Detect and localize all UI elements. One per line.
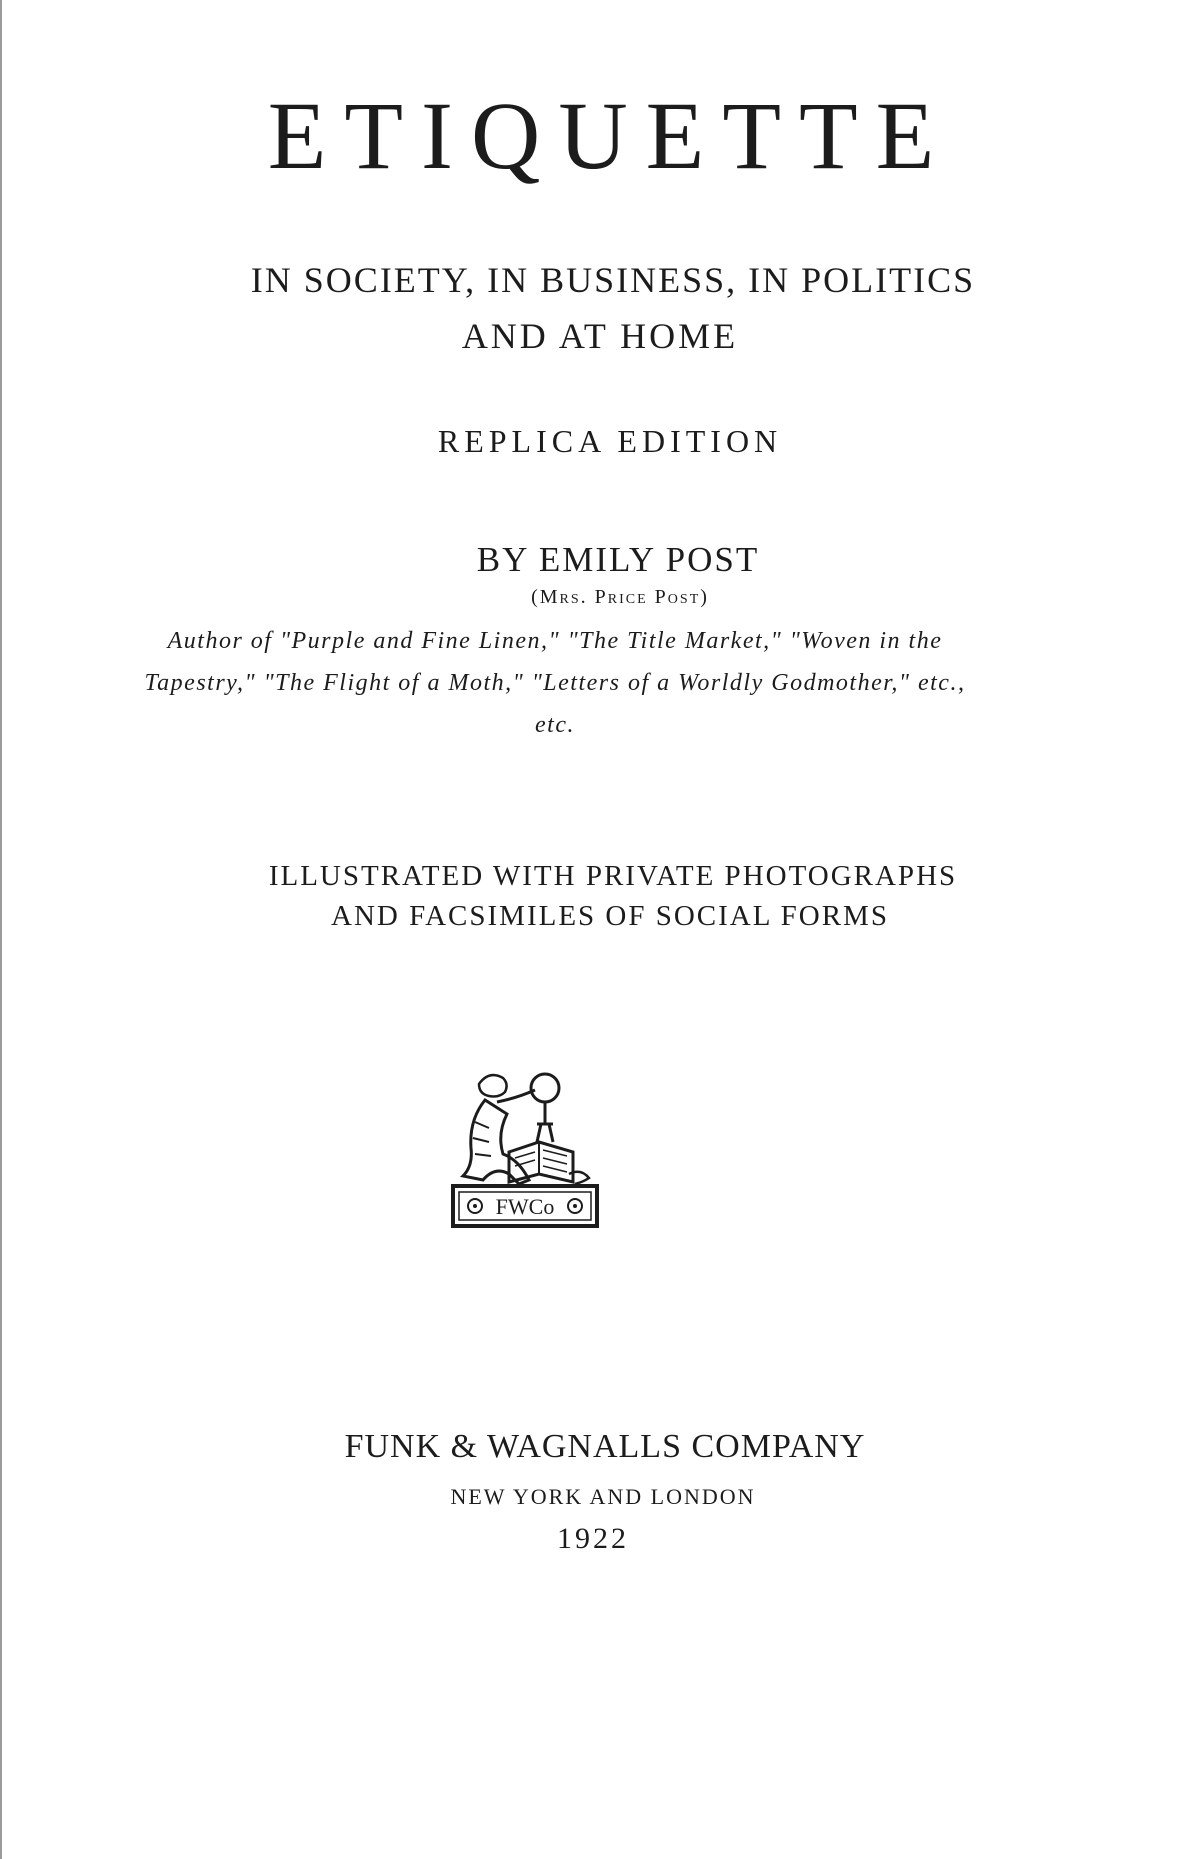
page-edge <box>0 0 2 1859</box>
publication-place: NEW YORK AND LONDON <box>450 1484 756 1509</box>
publisher-emblem-graphic <box>445 1062 605 1232</box>
publisher-name: FUNK & WAGNALLS COMPANY <box>344 1428 866 1465</box>
author-byline: BY EMILY POST <box>476 540 760 579</box>
author-alias: (Mrs. Price Post) <box>531 586 709 608</box>
publisher-monogram: FWCo <box>495 1194 555 1219</box>
illustrated-line-1: ILLUSTRATED WITH PRIVATE PHOTOGRAPHS <box>268 860 958 892</box>
other-works: Author of "Purple and Fine Linen," "The Title Market," "Woven in the Tapestry," "The Flight of a Moth," "Letters of a Worldly Godmother," etc., etc. <box>144 628 966 738</box>
edition-label: REPLICA EDITION <box>437 423 783 459</box>
illustrated-line-2: AND FACSIMILES OF SOCIAL FORMS <box>331 900 889 932</box>
subtitle-line-2: AND AT HOME <box>461 316 739 356</box>
publisher-emblem-icon <box>445 1062 605 1232</box>
publication-year: 1922 <box>557 1522 629 1555</box>
book-title: ETIQUETTE <box>267 82 953 189</box>
subtitle-line-1: IN SOCIETY, IN BUSINESS, IN POLITICS <box>250 260 976 300</box>
